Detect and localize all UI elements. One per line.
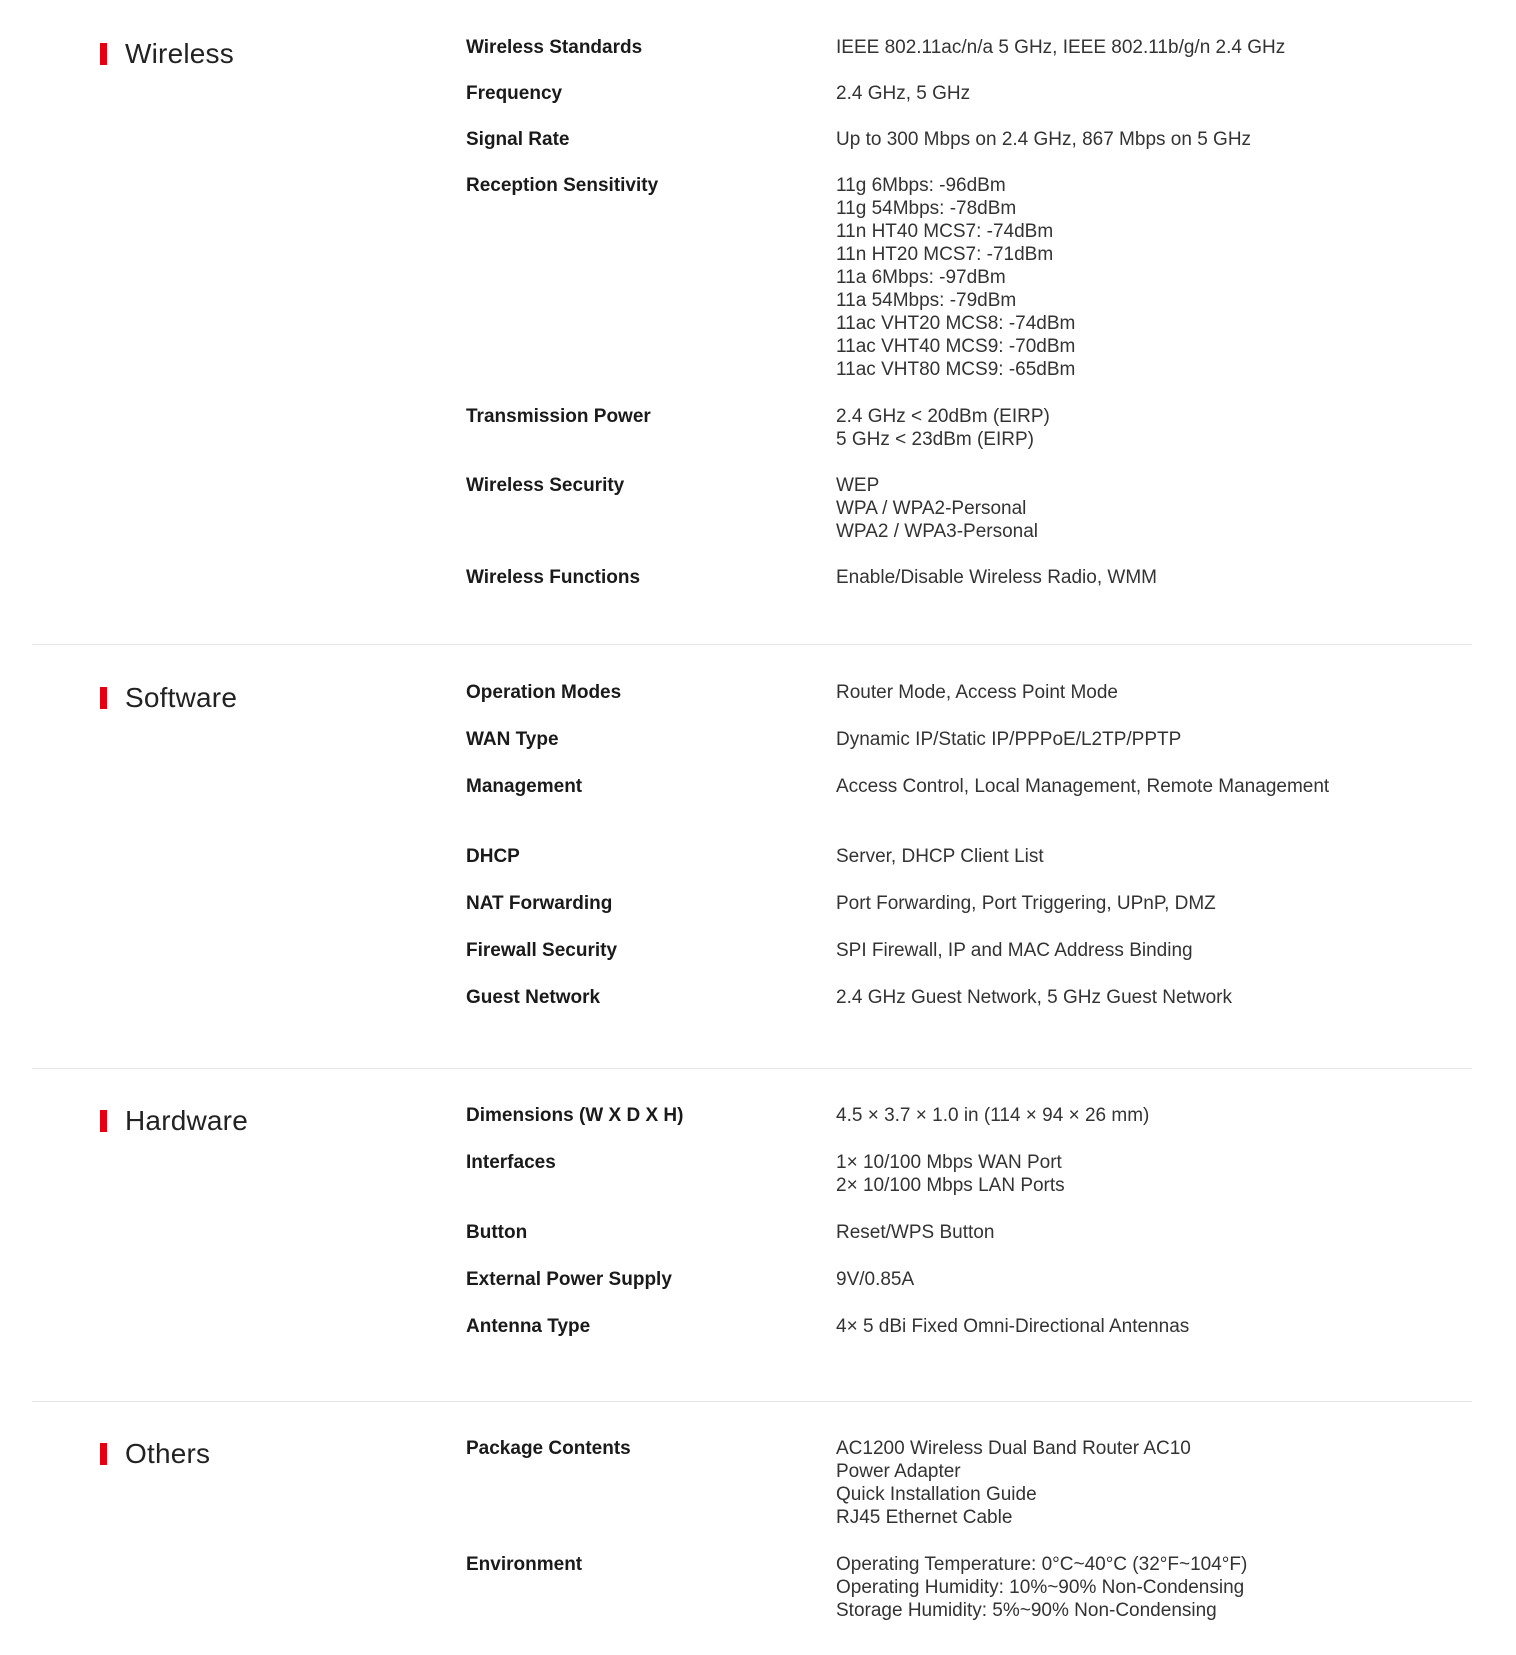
spec-values xyxy=(836,892,1216,915)
spec-value: 2× 10/100 Mbps LAN Ports xyxy=(836,1175,1065,1196)
spec-value: Router Mode, Access Point Mode xyxy=(836,682,1118,703)
spec-value: 11ac VHT80 MCS9: -65dBm xyxy=(836,359,1076,380)
spec-value: 9V/0.85A xyxy=(836,1269,915,1290)
spec-value: Power Adapter xyxy=(836,1461,961,1482)
spec-label: Wireless Functions xyxy=(466,567,641,588)
spec-value: 11g 54Mbps: -78dBm xyxy=(836,198,1017,219)
spec-label: Reception Sensitivity xyxy=(466,175,659,196)
spec-values xyxy=(836,1268,914,1291)
spec-values xyxy=(836,1315,1189,1338)
spec-values xyxy=(836,174,1075,381)
spec-value: 4× 5 dBi Fixed Omni-Directional Antennas xyxy=(836,1316,1190,1337)
spec-value: 2.4 GHz < 20dBm (EIRP) xyxy=(836,406,1050,427)
spec-values xyxy=(836,1437,1191,1529)
spec-label: Firewall Security xyxy=(466,940,618,961)
spec-values xyxy=(836,82,970,105)
spec-value: 11n HT40 MCS7: -74dBm xyxy=(836,221,1054,242)
section-wireless xyxy=(32,36,1472,596)
spec-label: Frequency xyxy=(466,83,563,104)
spec-values xyxy=(836,1553,1247,1622)
spec-value: AC1200 Wireless Dual Band Router AC10 xyxy=(836,1438,1191,1459)
section-title-wireless xyxy=(100,38,234,70)
spec-value: Operating Humidity: 10%~90% Non-Condensing xyxy=(836,1577,1245,1598)
spec-label: Package Contents xyxy=(466,1438,631,1459)
spec-value: Port Forwarding, Port Triggering, UPnP, DMZ xyxy=(836,893,1216,914)
spec-value: Up to 300 Mbps on 2.4 GHz, 867 Mbps on 5 GHz xyxy=(836,129,1252,150)
spec-label: DHCP xyxy=(466,846,520,867)
spec-value: 11ac VHT40 MCS9: -70dBm xyxy=(836,336,1076,357)
spec-value: 11g 6Mbps: -96dBm xyxy=(836,175,1006,196)
spec-values xyxy=(836,128,1251,151)
spec-value: IEEE 802.11ac/n/a 5 GHz, IEEE 802.11b/g/n 2.4 GHz xyxy=(836,37,1286,58)
spec-value: 1× 10/100 Mbps WAN Port xyxy=(836,1152,1062,1173)
spec-values xyxy=(836,405,1050,451)
section-heading: Wireless xyxy=(125,38,234,69)
spec-value: 2.4 GHz, 5 GHz xyxy=(836,83,971,104)
spec-value: SPI Firewall, IP and MAC Address Binding xyxy=(836,940,1193,961)
spec-values xyxy=(836,566,1157,589)
spec-value: 5 GHz < 23dBm (EIRP) xyxy=(836,429,1034,450)
spec-values xyxy=(836,36,1285,59)
spec-value: WEP xyxy=(836,475,880,496)
spec-label: Button xyxy=(466,1222,528,1243)
spec-values xyxy=(836,1151,1065,1197)
spec-label: Interfaces xyxy=(466,1152,556,1173)
section-divider xyxy=(32,1401,1472,1402)
accent-bar-icon xyxy=(100,43,107,65)
spec-value: Access Control, Local Management, Remote Management xyxy=(836,776,1330,797)
spec-label: Dimensions (W X D X H) xyxy=(466,1105,684,1126)
spec-values xyxy=(836,1221,994,1244)
accent-bar-icon xyxy=(100,1443,107,1465)
spec-value: Server, DHCP Client List xyxy=(836,846,1044,867)
section-others xyxy=(32,1437,1472,1647)
spec-values xyxy=(836,845,1044,868)
spec-values xyxy=(836,681,1118,704)
spec-values xyxy=(836,775,1329,798)
section-title-software xyxy=(100,682,237,714)
spec-label: Transmission Power xyxy=(466,406,651,427)
section-software xyxy=(32,681,1472,1011)
spec-value: 11n HT20 MCS7: -71dBm xyxy=(836,244,1054,265)
spec-value: Operating Temperature: 0°C~40°C (32°F~104°F) xyxy=(836,1554,1248,1575)
spec-label: WAN Type xyxy=(466,729,559,750)
section-heading: Software xyxy=(125,682,238,713)
section-divider xyxy=(32,1068,1472,1069)
spec-label: Antenna Type xyxy=(466,1316,591,1337)
spec-values xyxy=(836,728,1181,751)
section-hardware xyxy=(32,1104,1472,1354)
section-title-hardware xyxy=(100,1105,248,1137)
spec-values xyxy=(836,1104,1149,1127)
spec-label: Signal Rate xyxy=(466,129,570,150)
section-heading: Others xyxy=(125,1438,211,1469)
section-heading: Hardware xyxy=(125,1105,248,1136)
spec-value: 2.4 GHz Guest Network, 5 GHz Guest Network xyxy=(836,987,1232,1008)
spec-label: Guest Network xyxy=(466,987,601,1008)
spec-label: Management xyxy=(466,776,583,797)
spec-value: 11a 54Mbps: -79dBm xyxy=(836,290,1017,311)
spec-label: NAT Forwarding xyxy=(466,893,613,914)
spec-label: External Power Supply xyxy=(466,1269,672,1290)
section-title-others xyxy=(100,1438,210,1470)
spec-value: WPA / WPA2-Personal xyxy=(836,498,1027,519)
spec-values xyxy=(836,939,1193,962)
spec-label: Wireless Security xyxy=(466,475,625,496)
accent-bar-icon xyxy=(100,687,107,709)
spec-value: Enable/Disable Wireless Radio, WMM xyxy=(836,567,1157,588)
spec-label: Operation Modes xyxy=(466,682,622,703)
spec-value: RJ45 Ethernet Cable xyxy=(836,1507,1013,1528)
spec-value: WPA2 / WPA3-Personal xyxy=(836,521,1039,542)
spec-values xyxy=(836,474,1038,543)
spec-values xyxy=(836,986,1232,1009)
spec-value: Quick Installation Guide xyxy=(836,1484,1037,1505)
accent-bar-icon xyxy=(100,1110,107,1132)
spec-value: Storage Humidity: 5%~90% Non-Condensing xyxy=(836,1600,1217,1621)
spec-value: 11ac VHT20 MCS8: -74dBm xyxy=(836,313,1076,334)
spec-value: Dynamic IP/Static IP/PPPoE/L2TP/PPTP xyxy=(836,729,1182,750)
spec-value: 4.5 × 3.7 × 1.0 in (114 × 94 × 26 mm) xyxy=(836,1105,1150,1126)
spec-value: Reset/WPS Button xyxy=(836,1222,995,1243)
spec-label: Wireless Standards xyxy=(466,37,643,58)
spec-label: Environment xyxy=(466,1554,583,1575)
section-divider xyxy=(32,644,1472,645)
spec-value: 11a 6Mbps: -97dBm xyxy=(836,267,1006,288)
